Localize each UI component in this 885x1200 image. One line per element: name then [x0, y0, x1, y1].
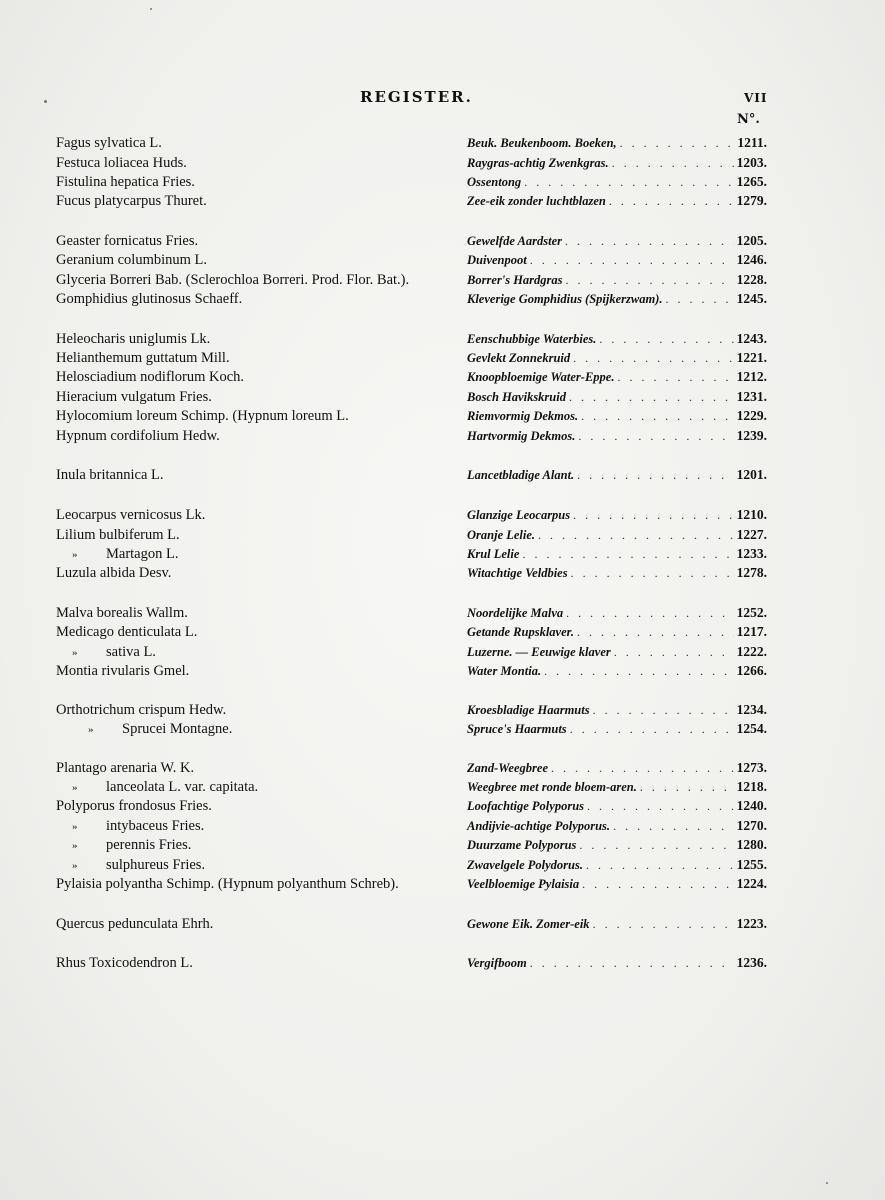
register-entry	[0, 191, 885, 211]
scientific-name	[56, 953, 193, 973]
dutch-name-and-number	[467, 231, 767, 251]
entry-number: 1233.	[736, 546, 767, 561]
entry-number: 1254.	[736, 721, 767, 736]
dutch-name-and-number	[467, 270, 767, 290]
scientific-name-text: Hieracium vulgatum Fries.	[56, 389, 212, 405]
register-entry	[0, 953, 885, 973]
dutch-name-and-number	[467, 816, 767, 836]
page-number: VII	[744, 91, 768, 105]
scientific-name-text: Pylaisia polyantha Schimp. (Hypnum polyanthum Schreb).	[56, 876, 399, 892]
dutch-name-and-number	[467, 642, 767, 662]
scientific-name	[56, 661, 189, 681]
entry-number: 1243.	[736, 331, 767, 346]
page-title: REGISTER.	[360, 88, 473, 106]
register-entry	[0, 874, 885, 894]
dutch-name: Raygras-achtig Zwenkgras.	[467, 156, 609, 170]
dot-leader	[579, 835, 733, 855]
entry-number: 1239.	[736, 428, 767, 443]
dutch-name: Riemvormig Dekmos.	[467, 409, 579, 423]
register-entry	[0, 603, 885, 623]
dutch-name-and-number	[467, 622, 767, 642]
entry-number: 1234.	[736, 702, 767, 717]
dutch-name: Veelbloemige Pylaisia	[467, 877, 580, 891]
register-entry	[0, 525, 885, 545]
dot-leader	[609, 191, 734, 211]
dot-leader	[578, 426, 733, 446]
scientific-name-text: intybaceus Fries.	[106, 818, 205, 834]
scientific-name	[56, 758, 194, 778]
dot-leader	[544, 661, 734, 681]
scientific-name-text: Lilium bulbiferum L.	[56, 527, 180, 543]
dutch-name-and-number	[467, 133, 767, 153]
scientific-name-text: Hylocomium loreum Schimp. (Hypnum loreum L.	[56, 408, 349, 424]
register-entry	[0, 426, 885, 446]
scientific-name	[56, 505, 205, 525]
dutch-name: Kleverige Gomphidius (Spijkerzwam).	[467, 292, 663, 306]
scientific-name-text: Montia rivularis Gmel.	[56, 663, 190, 679]
entry-number: 1228.	[736, 272, 767, 287]
ditto-mark: »	[88, 724, 94, 736]
register-entry	[0, 622, 885, 642]
register-entry	[0, 348, 885, 368]
dot-leader	[566, 270, 734, 290]
dot-leader	[566, 603, 733, 623]
entry-number: 1201.	[736, 467, 767, 482]
scientific-name-text: Glyceria Borreri Bab. (Sclerochloa Borreri. Prod. Flor. Bat.).	[56, 272, 410, 288]
scientific-name-text: Medicago denticulata L.	[56, 624, 198, 640]
scientific-name	[56, 231, 198, 251]
dot-leader	[577, 465, 733, 485]
scientific-name	[56, 874, 399, 894]
dutch-name-and-number	[467, 250, 767, 270]
entry-number: 1252.	[736, 605, 767, 620]
dutch-name: Zand-Weegbree	[467, 761, 548, 775]
entry-number: 1223.	[736, 916, 767, 931]
register-entry	[0, 914, 885, 934]
scientific-name	[56, 270, 409, 290]
register-entry	[0, 855, 885, 875]
scientific-name	[56, 465, 164, 485]
scientific-name-text: Plantago arenaria W. K.	[56, 760, 195, 776]
ditto-mark: »	[72, 549, 78, 561]
entry-number: 1280.	[736, 837, 767, 852]
dutch-name: Noordelijke Malva	[467, 606, 564, 620]
dutch-name-and-number	[467, 191, 767, 211]
dot-leader	[640, 777, 734, 797]
dutch-name: Borrer's Hardgras	[467, 273, 563, 287]
dutch-name: Loofachtige Polyporus	[467, 799, 585, 813]
dutch-name-and-number	[467, 406, 767, 426]
scientific-name-text: Quercus pedunculata Ehrh.	[56, 916, 214, 932]
dot-leader	[620, 133, 735, 153]
ditto-mark: »	[72, 782, 78, 794]
dutch-name: Glanzige Leocarpus	[467, 508, 571, 522]
dutch-name-and-number	[467, 172, 767, 192]
dot-leader	[551, 758, 734, 778]
scientific-name-text: Rhus Toxicodendron L.	[56, 955, 193, 971]
dutch-name-and-number	[467, 777, 767, 797]
entry-number: 1255.	[736, 857, 767, 872]
entry-number: 1240.	[736, 798, 767, 813]
dutch-name-and-number	[467, 914, 767, 934]
dutch-name: Kroesbladige Haarmuts	[467, 703, 590, 717]
dot-leader	[571, 563, 734, 583]
dot-leader	[577, 622, 734, 642]
register-entry	[0, 700, 885, 720]
scientific-name-text: Leocarpus vernicosus Lk.	[56, 507, 206, 523]
dutch-name: Gevlekt Zonnekruid	[467, 351, 571, 365]
dot-leader	[593, 914, 734, 934]
dutch-name-and-number	[467, 465, 767, 485]
dutch-name: Krul Lelie	[467, 547, 520, 561]
register-entry	[0, 816, 885, 836]
dutch-name: Weegbree met ronde bloem-aren.	[467, 780, 637, 794]
dutch-name-and-number	[467, 700, 767, 720]
dot-leader	[614, 642, 734, 662]
register-entry	[0, 231, 885, 251]
entry-number: 1222.	[736, 644, 767, 659]
scientific-name	[56, 622, 197, 642]
entry-number: 1278.	[736, 565, 767, 580]
scientific-name-text: Malva borealis Wallm.	[56, 605, 188, 621]
dot-leader	[569, 387, 734, 407]
scientific-name-text: Helianthemum guttatum Mill.	[56, 350, 230, 366]
dot-leader	[524, 172, 733, 192]
register-entry	[0, 544, 885, 564]
dot-leader	[586, 855, 734, 875]
dutch-name: Beuk. Beukenboom. Boeken,	[467, 136, 617, 150]
scientific-name	[72, 642, 156, 663]
scientific-name-text: Martagon L.	[106, 546, 179, 562]
dot-leader	[573, 505, 734, 525]
entry-number: 1231.	[736, 389, 767, 404]
dutch-name: Getande Rupsklaver.	[467, 625, 574, 639]
scientific-name-text: Gomphidius glutinosus Schaeff.	[56, 291, 243, 307]
scientific-name	[72, 835, 191, 856]
entry-number: 1273.	[736, 760, 767, 775]
register-entry	[0, 505, 885, 525]
paper-speck	[44, 100, 47, 103]
scientific-name	[72, 777, 258, 798]
scientific-name-text: Fistulina hepatica Fries.	[56, 174, 195, 190]
scientific-name	[56, 348, 230, 368]
dutch-name-and-number	[467, 719, 767, 739]
dutch-name: Gewone Eik. Zomer-eik	[467, 917, 590, 931]
dutch-name: Eenschubbige Waterbies.	[467, 332, 597, 346]
scientific-name	[56, 525, 180, 545]
register-entry	[0, 289, 885, 309]
scientific-name	[56, 426, 220, 446]
dot-leader	[570, 719, 734, 739]
register-entry	[0, 387, 885, 407]
paper-speck	[826, 1182, 828, 1184]
dutch-name: Andijvie-achtige Polyporus.	[467, 819, 611, 833]
dutch-name: Ossentong	[467, 175, 522, 189]
scientific-name	[56, 700, 226, 720]
dutch-name-and-number	[467, 953, 767, 973]
entry-number: 1212.	[736, 369, 767, 384]
scientific-name	[56, 133, 162, 153]
dutch-name: Hartvormig Dekmos.	[467, 429, 576, 443]
number-column-label: N°.	[737, 112, 760, 127]
scientific-name	[56, 914, 213, 934]
entry-number: 1217.	[736, 624, 767, 639]
scientific-name	[56, 250, 207, 270]
register-entry	[0, 250, 885, 270]
scientific-name	[56, 191, 207, 211]
scientific-name-text: sativa L.	[106, 644, 156, 660]
scientific-name-text: Orthotrichum crispum Hedw.	[56, 702, 227, 718]
dutch-name-and-number	[467, 835, 767, 855]
scientific-name-text: Polyporus frondosus Fries.	[56, 798, 212, 814]
scientific-name	[56, 367, 244, 387]
dutch-name-and-number	[467, 603, 767, 623]
entry-number: 1205.	[736, 233, 767, 248]
dot-leader	[530, 250, 734, 270]
dutch-name: Lancetbladige Alant.	[467, 468, 575, 482]
dutch-name-and-number	[467, 153, 767, 173]
entry-number: 1236.	[736, 955, 767, 970]
dutch-name: Zee-eik zonder luchtblazen	[467, 194, 606, 208]
scientific-name-text: Fucus platycarpus Thuret.	[56, 193, 207, 209]
scientific-name-text: Geaster fornicatus Fries.	[56, 233, 199, 249]
dot-leader	[522, 544, 733, 564]
scientific-name	[72, 816, 204, 837]
scientific-name	[56, 329, 210, 349]
scientific-name-text: perennis Fries.	[106, 837, 192, 853]
scientific-name-text: Hypnum cordifolium Hedw.	[56, 428, 220, 444]
dutch-name: Bosch Havikskruid	[467, 390, 566, 404]
scientific-name	[56, 563, 171, 583]
dutch-name: Witachtige Veldbies	[467, 566, 568, 580]
ditto-mark: »	[72, 821, 78, 833]
ditto-mark: »	[72, 860, 78, 872]
scientific-name-text: Geranium columbinum L.	[56, 252, 208, 268]
dutch-name-and-number	[467, 661, 767, 681]
register-entry	[0, 661, 885, 681]
dutch-name-and-number	[467, 367, 767, 387]
dot-leader	[599, 329, 733, 349]
scientific-name	[56, 406, 349, 426]
scientific-name-text: Inula britannica L.	[56, 467, 164, 483]
entry-number: 1229.	[736, 408, 767, 423]
scientific-name	[56, 603, 188, 623]
scientific-name-text: Helosciadium nodiflorum Koch.	[56, 369, 245, 385]
dutch-name: Gewelfde Aardster	[467, 234, 563, 248]
scientific-name	[72, 544, 178, 565]
entry-number: 1279.	[736, 193, 767, 208]
entry-number: 1266.	[736, 663, 767, 678]
scientific-name-text: sulphureus Fries.	[106, 857, 206, 873]
dutch-name-and-number	[467, 426, 767, 446]
register-entry	[0, 758, 885, 778]
dutch-name: Duurzame Polyporus	[467, 838, 577, 852]
dot-leader	[581, 406, 734, 426]
dot-leader	[613, 816, 734, 836]
dot-leader	[612, 153, 734, 173]
register-entry	[0, 835, 885, 855]
register-entry	[0, 642, 885, 662]
register-entry	[0, 172, 885, 192]
dutch-name: Spruce's Haarmuts	[467, 722, 567, 736]
dot-leader	[666, 289, 734, 309]
ditto-mark: »	[72, 647, 78, 659]
dutch-name: Duivenpoot	[467, 253, 527, 267]
dot-leader	[530, 953, 734, 973]
register-entry	[0, 270, 885, 290]
dutch-name: Zwavelgele Polydorus.	[467, 858, 583, 872]
dutch-name-and-number	[467, 289, 767, 309]
dutch-name-and-number	[467, 387, 767, 407]
entry-number: 1221.	[736, 350, 767, 365]
scientific-name-text: Luzula albida Desv.	[56, 565, 172, 581]
scientific-name	[56, 289, 242, 309]
dutch-name: Luzerne. — Eeuwige klaver	[467, 645, 611, 659]
dot-leader	[573, 348, 734, 368]
register-entry	[0, 133, 885, 153]
dutch-name-and-number	[467, 505, 767, 525]
dutch-name-and-number	[467, 329, 767, 349]
entry-number: 1246.	[736, 252, 767, 267]
dot-leader	[582, 874, 733, 894]
register-entry	[0, 465, 885, 485]
dutch-name: Knoopbloemige Water-Eppe.	[467, 370, 615, 384]
entry-number: 1203.	[736, 155, 767, 170]
dutch-name-and-number	[467, 855, 767, 875]
scientific-name	[88, 719, 232, 740]
scientific-name-text: Heleocharis uniglumis Lk.	[56, 331, 211, 347]
register-entry	[0, 367, 885, 387]
entry-number: 1227.	[736, 527, 767, 542]
scientific-name-text: Festuca loliacea Huds.	[56, 155, 187, 171]
entry-number: 1211.	[737, 135, 767, 150]
dot-leader	[593, 700, 734, 720]
scientific-name	[56, 796, 212, 816]
register-entry	[0, 153, 885, 173]
dot-leader	[538, 525, 734, 545]
scientific-name-text: Fagus sylvatica L.	[56, 135, 162, 151]
scientific-name	[56, 387, 212, 407]
entry-number: 1265.	[736, 174, 767, 189]
entry-number: 1270.	[736, 818, 767, 833]
paper-speck	[150, 8, 152, 10]
dot-leader	[587, 796, 734, 816]
register-entry	[0, 719, 885, 739]
entry-number: 1245.	[736, 291, 767, 306]
dutch-name-and-number	[467, 796, 767, 816]
dutch-name-and-number	[467, 874, 767, 894]
dutch-name-and-number	[467, 758, 767, 778]
scientific-name	[56, 172, 195, 192]
entry-number: 1224.	[736, 876, 767, 891]
register-entry	[0, 329, 885, 349]
entry-number: 1218.	[736, 779, 767, 794]
register-entry	[0, 777, 885, 797]
register-entry	[0, 796, 885, 816]
scientific-name	[72, 855, 205, 876]
register-entry	[0, 563, 885, 583]
entry-number: 1210.	[736, 507, 767, 522]
dutch-name-and-number	[467, 544, 767, 564]
dutch-name-and-number	[467, 348, 767, 368]
dutch-name: Oranje Lelie.	[467, 528, 536, 542]
scientific-name-text: Sprucei Montagne.	[122, 721, 233, 737]
dutch-name-and-number	[467, 563, 767, 583]
register-entry	[0, 406, 885, 426]
dutch-name: Vergifboom	[467, 956, 527, 970]
dutch-name-and-number	[467, 525, 767, 545]
dutch-name: Water Montia.	[467, 664, 542, 678]
dot-leader	[565, 231, 734, 251]
dot-leader	[617, 367, 733, 387]
scientific-name	[56, 153, 187, 173]
ditto-mark: »	[72, 840, 78, 852]
scientific-name-text: lanceolata L. var. capitata.	[106, 779, 259, 795]
